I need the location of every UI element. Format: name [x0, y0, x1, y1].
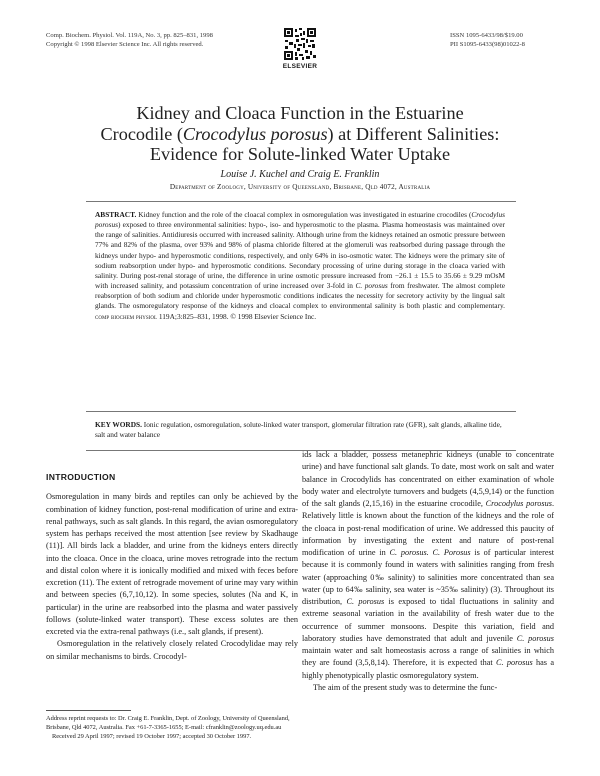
pii: PII S1095-6433(98)01022-8 — [450, 41, 525, 48]
article-title — [60, 103, 540, 165]
elsevier-tree-icon — [283, 27, 317, 61]
abstract: ABSTRACT. Kidney function and the role of the cloacal complex in osmoregulation was investigated in estuarine crocodiles (Crocodylus porosus) exposed to three environmental salinities: hypo-, iso- and hyperosmotic to the plasma. Plasma homeostasis was maintained over the range of salinities. Antidiuresis occurred with increased salinity. Although urine from the kidneys retained an osmotic pressure between 77% and 82% of the plasma, over 93% and 98% of plasma chloride filtered at the glomeruli was reabsorbed during passage through the kidneys under hypo- and hyperosmotic conditions, respectively, and only 64% in iso-osmotic water. The kidneys were the primary site of sodium reabsorption under hypo- and hyperosmotic conditions. Secondary processing of urine during storage in the cloaca varied with salinity. During post-renal storage of urine, the difference in urine osmotic pressure increased from −26.1 ± 15.5 to 35.66 ± 9.29 mOsM with increased salinity, and potassium concentration of urine increased over 3-fold in C. porosus from freshwater. The almost complete reabsorption of both sodium and chloride under hyperosmotic conditions indicates the necessity for secretory activity by the lingual salt glands. The osmoregulatory response of the kidneys and cloacal complex to environmental salinity is both plastic and complementary. comp biochem physiol 119A;3:825–831, 1998. © 1998 Elsevier Science Inc. — [95, 210, 505, 321]
abstract-top-rule — [86, 201, 516, 202]
intro-paragraph-2-continued: ids lack a bladder, possess metanephric kidneys (unable to concentrate urine) and have functional salt glands. To date, most work on salt and water balance in Crocodylids has concentrated on either examination of whole body water and electrolyte turnovers and budgets (4,5,9,14) or the function of the salt glands (2,15,16) in the estuarine crocodile, Crocodylus porosus. Relatively little is known about the function of the kidneys and the role of the cloaca in post-renal modification of urine. We addressed this paucity of information by investigating the extent and nature of post-renal modification of urine in C. porosus. C. Porosus is of particular interest because it is commonly found in waters with salinities ranging from fresh water (approaching 0‰ salinity) to salinities more concentrated than sea water (up to 64‰ salinity, sea water is ~35‰ salinity) (3). Throughout its distribution, C. porosus is exposed to tidal fluctuations in salinity and extreme seasonal variation in the availability of fresh water due to the occurrence of summer monsoons. Despite this variation, field and laboratory studies have demonstrated that adult and juvenile C. porosus maintain water and salt homeostasis across a range of salinities in which they are found (3,5,8,14). Therefore, it is expected that C. porosus has a highly phenotypically plastic osmoregulatory system. — [302, 450, 554, 680]
journal-header-left — [46, 31, 213, 49]
footnote-rule — [46, 710, 131, 711]
footnote — [46, 715, 298, 742]
reprint-address: Address reprint requests to: Dr. Craig E. Franklin, Dept. of Zoology, University of Queensland, Brisbane, Qld 4072, Australia. Fax +61-7-3365-1655; E-mail: cfranklin@zoology.uq.edu.au — [46, 715, 290, 731]
abstract-label: ABSTRACT. — [95, 210, 137, 219]
intro-paragraph-3: The aim of the present study was to determine the func- — [313, 682, 498, 692]
issn: ISSN 1095-6433/98/$19.00 — [450, 32, 523, 39]
section-heading-introduction: INTRODUCTION — [46, 472, 116, 482]
author-affiliation: Department of Zoology, University of Queensland, Brisbane, Qld 4072, Australia — [169, 183, 431, 191]
keywords-label: KEY WORDS. — [95, 420, 142, 429]
abstract-citation: comp biochem physiol — [95, 311, 158, 321]
journal-header-right — [450, 31, 552, 49]
received-dates: Received 29 April 1997; revised 19 October 1997; accepted 30 October 1997. — [52, 732, 252, 740]
keywords: KEY WORDS. Ionic regulation, osmoregulation, solute-linked water transport, glomerular filtration rate (GFR), salt glands, alkaline tide, salt and water balance — [95, 420, 502, 440]
author-list: Louise J. Kuchel and Craig E. Franklin — [220, 169, 380, 180]
left-column — [46, 471, 298, 663]
right-column — [302, 449, 554, 694]
publisher-logo — [276, 27, 324, 85]
intro-paragraph-1: Osmoregulation in many birds and reptiles can only be achieved by the combination of kidney function, post-renal modification of urine and extra-renal pathways, such as salt glands. In this regard, the avian osmoregulatory system has perhaps received the most attention [see review by Skadhauge (11)]. All birds lack a bladder, and urine from the kidneys enters directly into the cloaca. Once in the cloaca, urine moves retrograde into the rectum and distal colon where it is ionically modified and mixed with feces before excretion (11). The extent of retrograde movement of urine may vary within and between species (6,7,10,12). In some species, solutes (Na and K, in particular) in the urine are reabsorbed into the plasma and water passively follows (solute-linked water transport). These excess solutes are then excreted via the extra-renal pathways (i.e., salt glands, if present). — [46, 492, 298, 636]
title-line-3: Evidence for Solute-linked Water Uptake — [149, 144, 451, 164]
publisher-name: ELSEVIER — [282, 63, 318, 70]
title-line-1: Kidney and Cloaca Function in the Estuarine — [136, 103, 464, 123]
keywords-rule — [86, 411, 516, 412]
title-line-2: Crocodile (Crocodylus porosus) at Different Salinities: — [100, 123, 500, 144]
copyright-notice: Copyright © 1998 Elsevier Science Inc. All rights reserved. — [46, 41, 204, 48]
journal-citation: Comp. Biochem. Physiol. Vol. 119A, No. 3, pp. 825–831, 1998 — [46, 32, 213, 39]
species-name: Crocodylus porosus — [182, 123, 328, 144]
intro-paragraph-2: Osmoregulation in the relatively closely related Crocodylidae may rely on similar mechanisms to birds. Crocodyl- — [46, 639, 298, 661]
